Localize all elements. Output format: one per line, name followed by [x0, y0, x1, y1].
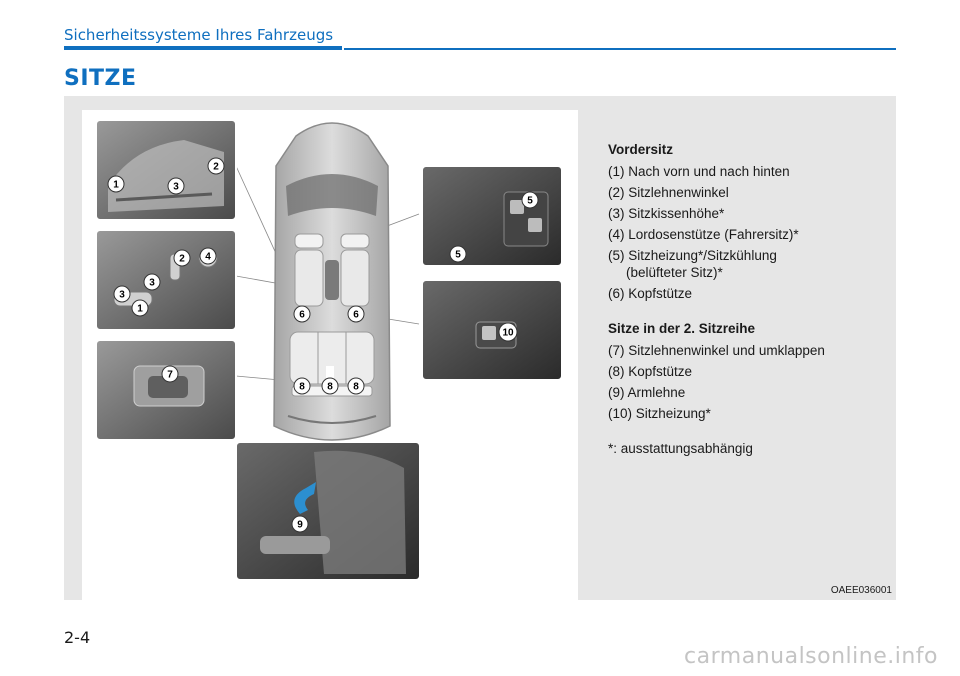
- page-number: 2-4: [64, 628, 91, 647]
- photo-rear-seatback-lever: [96, 340, 236, 440]
- legend-footnote: *: ausstattungsabhängig: [608, 441, 753, 456]
- svg-text:2: 2: [213, 161, 219, 173]
- svg-text:6: 6: [353, 309, 359, 321]
- legend-heading-rear-seat: Sitze in der 2. Sitzreihe: [608, 321, 756, 336]
- legend-item: (4) Lordosenstütze (Fahrersitz)*: [608, 227, 799, 242]
- callout-5b: [450, 246, 466, 262]
- figure-code: OAEE036001: [830, 585, 892, 596]
- legend-item: (3) Sitzkissenhöhe*: [608, 206, 725, 221]
- watermark: carmanualsonline.info: [684, 644, 938, 669]
- svg-text:7: 7: [167, 369, 173, 381]
- callout-1b: [132, 300, 148, 316]
- chapter-title: Sicherheitssysteme Ihres Fahrzeugs: [64, 26, 334, 44]
- legend-item: (6) Kopfstütze: [608, 286, 693, 301]
- page-header: [64, 24, 896, 54]
- callout-8a: [294, 378, 310, 394]
- callout-3b: [114, 286, 130, 302]
- callout-6b: [348, 306, 364, 322]
- svg-text:4: 4: [205, 251, 211, 263]
- photo-rear-armrest: [236, 442, 420, 580]
- callout-1: [108, 176, 124, 192]
- photo-seat-heating-switches: [422, 166, 562, 266]
- legend-heading-front-seat: Vordersitz: [608, 142, 674, 157]
- legend-item: (7) Sitzlehnenwinkel und umklappen: [608, 343, 825, 358]
- legend-spacer: [608, 427, 888, 441]
- header-rule: [344, 48, 896, 50]
- svg-text:1: 1: [137, 303, 143, 315]
- callout-2a: [208, 158, 224, 174]
- legend-item: (2) Sitzlehnenwinkel: [608, 185, 729, 200]
- svg-text:8: 8: [299, 381, 305, 393]
- callout-9: [292, 516, 308, 532]
- svg-text:2: 2: [179, 253, 185, 265]
- legend-item-continued: (belüfteter Sitz)*: [626, 265, 723, 280]
- svg-text:9: 9: [297, 519, 303, 531]
- header-rule-accent: [64, 46, 342, 50]
- callout-3a: [168, 178, 184, 194]
- section-title: SITZE: [64, 66, 137, 91]
- svg-text:10: 10: [502, 327, 514, 339]
- callout-8c: [348, 378, 364, 394]
- legend-spacer: [608, 307, 888, 321]
- photo-rear-seat-heating-switch: [422, 280, 562, 380]
- legend-item: (10) Sitzheizung*: [608, 406, 711, 421]
- svg-text:5: 5: [455, 249, 461, 261]
- legend-item: (5) Sitzheizung*/Sitzkühlung: [608, 248, 777, 263]
- svg-text:8: 8: [353, 381, 359, 393]
- legend: [608, 142, 888, 462]
- legend-item: (9) Armlehne: [608, 385, 686, 400]
- legend-item: (8) Kopfstütze: [608, 364, 693, 379]
- callout-10: [499, 323, 517, 341]
- svg-text:5: 5: [527, 195, 533, 207]
- callout-4: [200, 248, 216, 264]
- callout-7: [162, 366, 178, 382]
- callout-5a: [522, 192, 538, 208]
- svg-text:1: 1: [113, 179, 119, 191]
- svg-text:3: 3: [119, 289, 125, 301]
- callout-3c: [144, 274, 160, 290]
- callout-8b: [322, 378, 338, 394]
- svg-text:6: 6: [299, 309, 305, 321]
- svg-text:3: 3: [149, 277, 155, 289]
- callout-6a: [294, 306, 310, 322]
- callout-2b: [174, 250, 190, 266]
- svg-text:3: 3: [173, 181, 179, 193]
- legend-item: (1) Nach vorn und nach hinten: [608, 164, 790, 179]
- photo-power-seat-switches: [96, 230, 236, 330]
- svg-text:8: 8: [327, 381, 333, 393]
